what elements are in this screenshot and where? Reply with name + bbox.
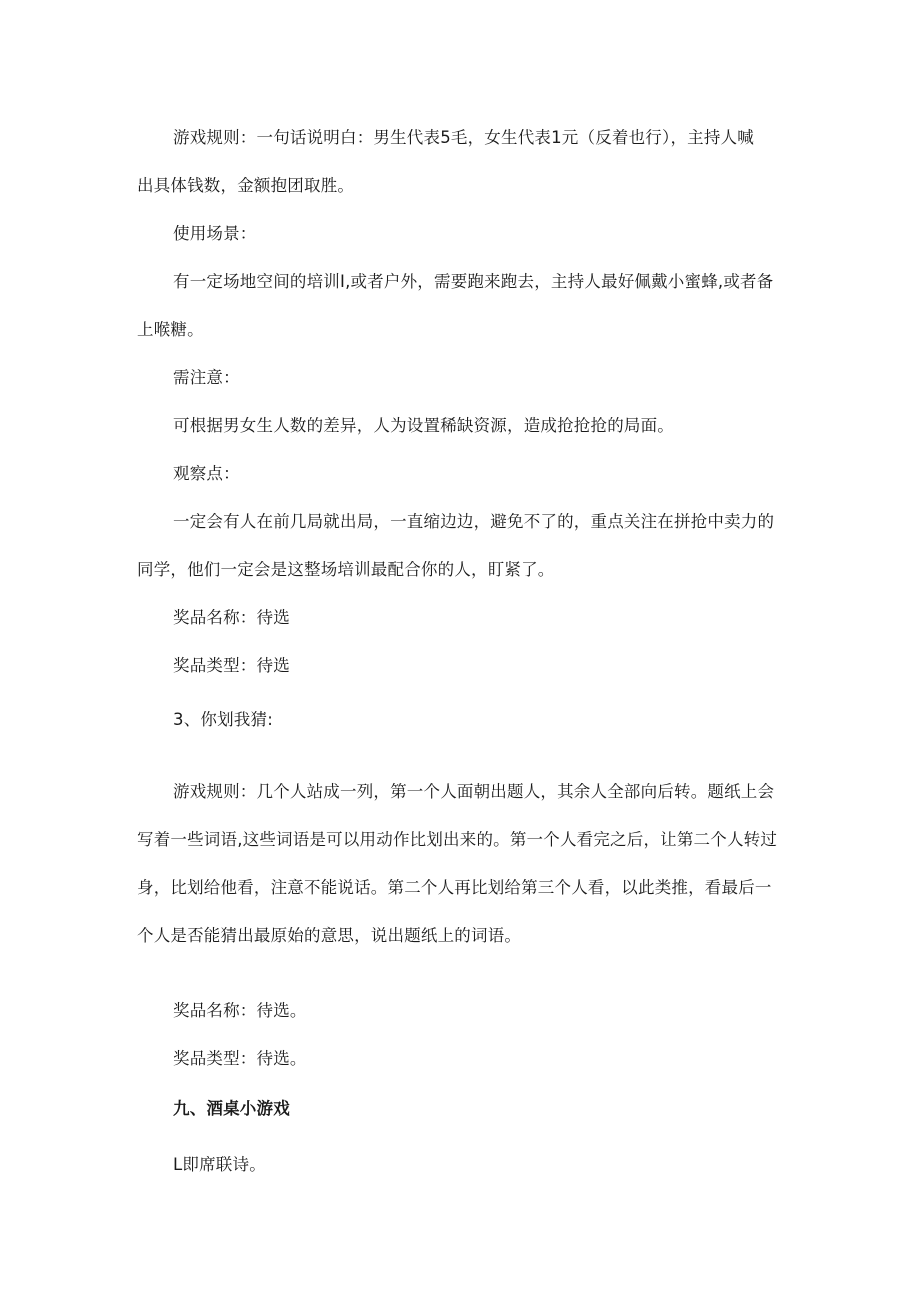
- paragraph-line: 游戏规则：几个人站成一列，第一个人面朝出题人，其余人全部向后转。题纸上会: [173, 782, 775, 801]
- paragraph-line: 游戏规则：一句话说明白：男生代表5毛，女生代表1元（反着也行），主持人喊: [173, 128, 754, 147]
- section-label: 需注意：: [173, 368, 240, 387]
- prize-type: 奖品类型：待选。: [173, 1049, 307, 1068]
- paragraph-line: 身，比划给他看，注意不能说话。第二个人再比划给第三个人看，以此类推，看最后一: [137, 878, 772, 897]
- paragraph-line: 上喉糖。: [137, 320, 204, 339]
- paragraph-line: 可根据男女生人数的差异，人为设置稀缺资源，造成抢抢抢的局面。: [173, 416, 674, 435]
- paragraph-line: 个人是否能猜出最原始的意思，说出题纸上的词语。: [137, 926, 522, 945]
- paragraph-line: 有一定场地空间的培训I,或者户外，需要跑来跑去，主持人最好佩戴小蜜蜂,或者备: [173, 272, 774, 291]
- prize-name: 奖品名称：待选。: [173, 1001, 307, 1020]
- section-label: 观察点：: [173, 464, 240, 483]
- paragraph-line: 一定会有人在前几局就出局，一直缩边边，避免不了的，重点关注在拼抢中卖力的: [173, 512, 775, 531]
- subsection-heading: 3、你划我猜:: [173, 710, 273, 729]
- paragraph-line: 出具体钱数，金额抱团取胜。: [137, 176, 355, 195]
- section-label: 使用场景：: [173, 224, 257, 243]
- prize-name: 奖品名称：待选: [173, 608, 290, 627]
- paragraph-line: 写着一些词语,这些词语是可以用动作比划出来的。第一个人看完之后，让第二个人转过: [137, 830, 778, 849]
- subsection-heading: L即席联诗。: [173, 1155, 266, 1174]
- section-heading: 九、酒桌小游戏: [173, 1099, 290, 1118]
- paragraph-line: 同学，他们一定会是这整场培训最配合你的人，盯紧了。: [137, 560, 555, 579]
- prize-type: 奖品类型：待选: [173, 656, 290, 675]
